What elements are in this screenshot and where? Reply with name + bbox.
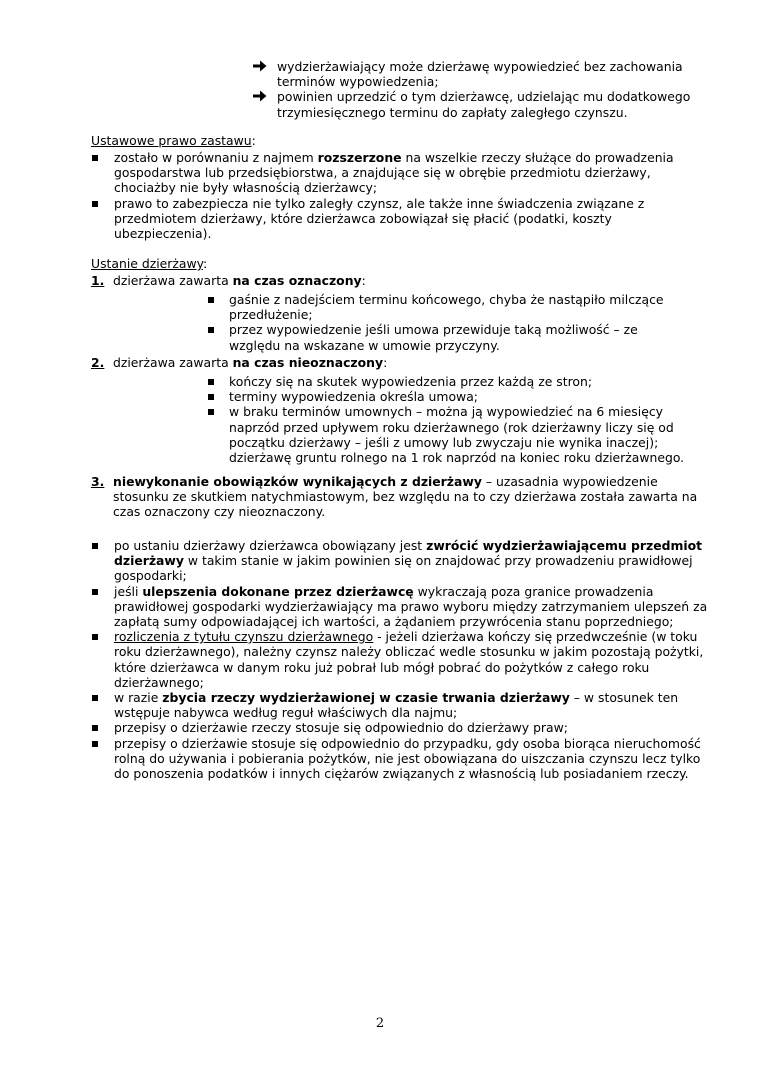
square-bullet-icon — [92, 725, 98, 731]
item-number: 2. — [91, 355, 105, 370]
n1-text: dzierżawa zawarta na czas oznaczony: — [113, 273, 366, 288]
list-item: zostało w porównaniu z najmem rozszerzone na wszelkie rzeczy służące do prowadzenia gospodarstwa lub przedsiębiorstwa, a znajdujące się w obrębie przedmiotu dzierżawy, chociażby nie były własnością dzierżawcy; — [91, 150, 711, 196]
list-item: po ustaniu dzierżawy dzierżawca obowiązany jest zwrócić wydzierżawiającemu przedmiot dzierżawy w takim stanie w jakim powinien się on znajdować przy prowadzeniu prawidłowej gospodarki; — [91, 538, 711, 584]
square-bullet-icon — [92, 741, 98, 747]
zastaw-heading: Ustawowe prawo zastawu: — [91, 133, 256, 148]
list-item: przepisy o dzierżawie stosuje się odpowiednio do przypadku, gdy osoba biorąca nieruchomość rolną do używania i pobierania pożytków, nie jest obowiązana do uiszczania czynszu lecz tylko do ponoszenia podatków i innych ciężarów związanych z własnością lub posiadaniem rzeczy. — [91, 736, 711, 782]
list-item: prawo to zabezpiecza nie tylko zaległy czynsz, ale także inne świadczenia związane z przedmiotem dzierżawy, które dzierżawca zobowiązał się płacić (podatki, koszty ubezpieczenia). — [91, 196, 711, 242]
square-bullet-icon — [208, 394, 214, 400]
square-bullet-icon — [92, 155, 98, 161]
list-item-text: powinien uprzedzić o tym dzierżawcę, udzielając mu dodatkowego trzymiesięcznego terminu do zapłaty zaległego czynszu. — [277, 89, 691, 120]
list-item: rozliczenia z tytułu czynszu dzierżawnego - jeżeli dzierżawa kończy się przedwcześnie (w toku roku dzierżawnego), należny czynsz należy obliczać wedle stosunku w jakim pozostają pożytki, które dzierżawca w danym roku już pobrał lub mógł pobrać do pożytków z całego roku dzierżawnego; — [91, 629, 711, 690]
list-item: gaśnie z nadejściem terminu końcowego, chyba że nastąpiło milczące przedłużenie; — [205, 292, 685, 322]
list-item: w braku terminów umownych – można ją wypowiedzieć na 6 miesięcy naprzód przed upływem roku dzierżawnego (rok dzierżawny liczy się od początku dzierżawy – jeśli z umowy lub zwyczaju nie wynika inaczej); dzierżawę gruntu rolnego na 1 rok naprzód na koniec roku dzierżawnego. — [205, 404, 700, 465]
n2-text: dzierżawa zawarta na czas nieoznaczony: — [113, 355, 388, 370]
list-item — [253, 59, 708, 89]
top-arrow-list — [253, 59, 708, 120]
list-item: jeśli ulepszenia dokonane przez dzierżawcę wykraczają poza granice prowadzenia prawidłowej gospodarki wydzierżawiający ma prawo wyboru między zatrzymaniem ulepszeń za zapłatą sumy odpowiadającej ich wartości, a żądaniem przywrócenia stanu poprzedniego; — [91, 584, 711, 630]
list-item: kończy się na skutek wypowiedzenia przez każdą ze stron; — [205, 374, 700, 389]
n1-list — [205, 292, 685, 353]
page-number: 2 — [375, 1016, 385, 1031]
ustanie-heading: Ustanie dzierżawy: — [91, 256, 208, 271]
square-bullet-icon — [208, 409, 214, 415]
bottom-list — [91, 538, 711, 781]
n2-list — [205, 374, 700, 465]
square-bullet-icon — [208, 379, 214, 385]
square-bullet-icon — [92, 589, 98, 595]
zastaw-list — [91, 150, 711, 241]
arrow-right-icon — [253, 60, 267, 75]
square-bullet-icon — [92, 201, 98, 207]
square-bullet-icon — [92, 695, 98, 701]
list-item — [253, 89, 708, 119]
square-bullet-icon — [208, 297, 214, 303]
square-bullet-icon — [92, 634, 98, 640]
list-item-text: wydzierżawiający może dzierżawę wypowiedzieć bez zachowania terminów wypowiedzenia; — [277, 59, 683, 90]
list-item: przepisy o dzierżawie rzeczy stosuje się odpowiednio do dzierżawy praw; — [91, 720, 711, 735]
square-bullet-icon — [92, 543, 98, 549]
list-item: przez wypowiedzenie jeśli umowa przewiduje taką możliwość – ze względu na wskazane w umowie przyczyny. — [205, 322, 685, 352]
list-item: w razie zbycia rzeczy wydzierżawionej w czasie trwania dzierżawy – w stosunek ten wstępuje nabywca według reguł właściwych dla najmu; — [91, 690, 711, 720]
arrow-right-icon — [253, 90, 267, 105]
square-bullet-icon — [208, 327, 214, 333]
list-item: terminy wypowiedzenia określa umowa; — [205, 389, 700, 404]
item-number: 1. — [91, 273, 105, 288]
item-number: 3. — [91, 474, 105, 489]
n3-text: niewykonanie obowiązków wynikających z dzierżawy – uzasadnia wypowiedzenie stosunku ze skutkiem natychmiastowym, bez względu na to czy dzierżawa została zawarta na czas oznaczony czy nieoznaczony. — [113, 474, 698, 520]
